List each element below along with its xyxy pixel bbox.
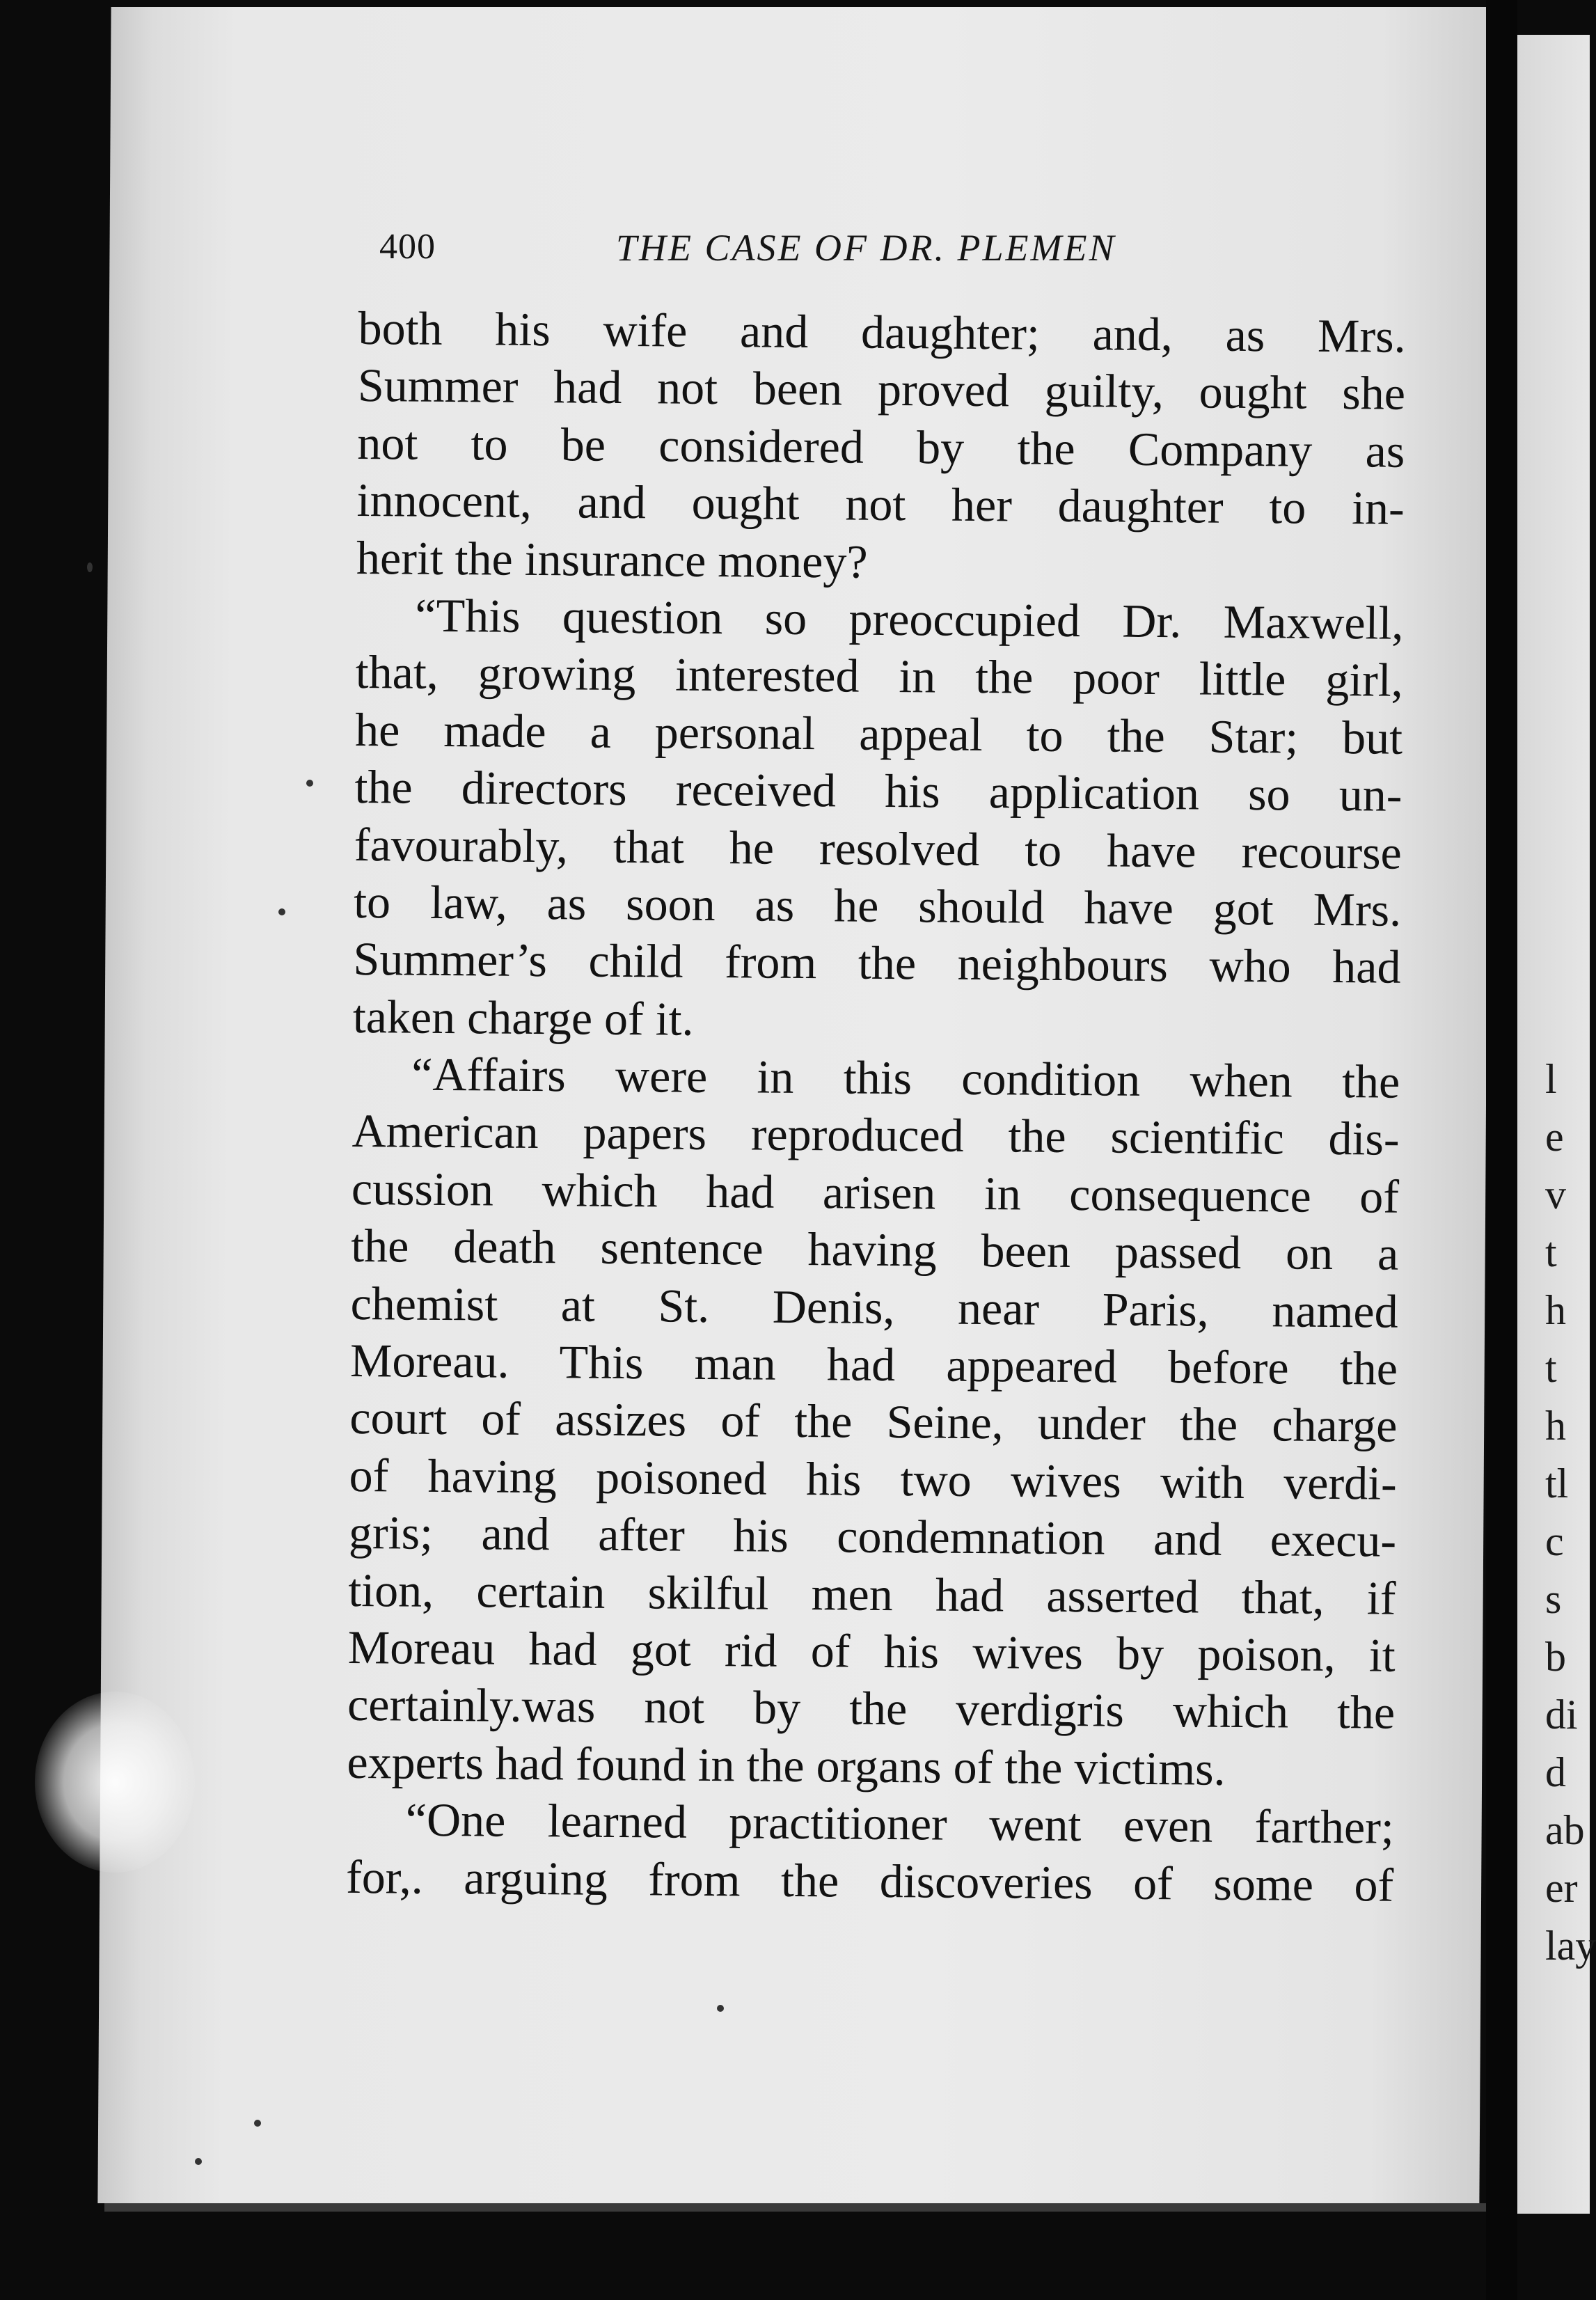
adjacent-page-fragment: d <box>1545 1749 1566 1795</box>
text-line: that, growing interested in the poor little girl, <box>355 645 1404 707</box>
text-line: to law, as soon as he should have got Mrs. <box>353 874 1402 936</box>
speck-mark <box>717 2005 724 2012</box>
text-line: cussion which had arisen in consequence of <box>351 1161 1400 1223</box>
adjacent-page-fragment: t <box>1545 1229 1557 1275</box>
adjacent-page-fragment: lay <box>1545 1923 1596 1969</box>
text-line: herit the insurance money? <box>356 530 868 588</box>
text-line: both his wife and daughter; and, as Mrs. <box>358 301 1406 363</box>
text-line: gris; and after his condemnation and execu- <box>348 1506 1397 1567</box>
text-line: Summer’s child from the neighbours who had <box>353 932 1401 994</box>
adjacent-page-fragment: h <box>1545 1403 1566 1449</box>
adjacent-page-fragment: h <box>1545 1287 1566 1333</box>
adjacent-page-fragment: c <box>1545 1518 1564 1564</box>
page-number: 400 <box>379 227 436 267</box>
adjacent-page-fragment: er <box>1545 1865 1578 1911</box>
adjacent-page-fragment: di <box>1545 1692 1578 1738</box>
text-line: of having poisoned his two wives with verdi- <box>349 1448 1397 1510</box>
text-line: court of assizes of the Seine, under the charge <box>349 1391 1398 1453</box>
adjacent-page-fragment: tl <box>1545 1460 1569 1506</box>
page-header <box>379 226 1194 275</box>
adjacent-page-fragment: e <box>1545 1114 1564 1160</box>
adjacent-page-fragment: s <box>1545 1576 1562 1622</box>
adjacent-page-fragment: l <box>1545 1056 1557 1102</box>
text-line: the death sentence having been passed on a <box>351 1219 1399 1281</box>
adjacent-page-fragment: t <box>1545 1345 1557 1391</box>
text-line: Moreau had got rid of his wives by poison, it <box>347 1620 1396 1682</box>
text-line: experts had found in the organs of the victims. <box>347 1735 1226 1795</box>
speck-mark <box>278 908 285 915</box>
text-line: “This question so preoccupied Dr. Maxwell, <box>415 588 1404 649</box>
adjacent-page-fragment: v <box>1545 1172 1566 1218</box>
adjacent-page-fragment: ab <box>1545 1807 1585 1853</box>
text-line: he made a personal appeal to the Star; but <box>354 702 1403 764</box>
text-line: innocent, and ought not her daughter to in- <box>356 473 1405 535</box>
adjacent-page-edge <box>1517 35 1596 2214</box>
speck-mark <box>306 780 313 787</box>
adjacent-page-fragment: b <box>1545 1634 1566 1680</box>
running-title: THE CASE OF DR. PLEMEN <box>616 227 1116 269</box>
text-line: tion, certain skilful men had asserted that, if <box>348 1563 1396 1625</box>
text-line: Moreau. This man had appeared before the <box>349 1333 1398 1395</box>
text-line: the directors received his application so un- <box>354 760 1403 821</box>
body-text <box>346 299 1406 1914</box>
text-line: not to be considered by the Company as <box>357 416 1405 478</box>
text-line: Summer had not been proved guilty, ought she <box>357 359 1406 420</box>
page-bottom-edge <box>104 2203 1486 2212</box>
text-line: for,. arguing from the discoveries of some of <box>345 1850 1394 1912</box>
text-line: American papers reproduced the scientific dis- <box>351 1104 1400 1166</box>
speck-mark <box>195 2158 202 2165</box>
text-line: taken charge of it. <box>352 989 694 1046</box>
book-gutter <box>1486 0 1517 2300</box>
paper-stain <box>35 1692 195 1873</box>
text-line: “Affairs were in this condition when the <box>411 1047 1400 1108</box>
text-line: “One learned practitioner went even farther; <box>405 1793 1395 1854</box>
text-line: chemist at St. Denis, near Paris, named <box>350 1276 1398 1338</box>
speck-mark <box>254 2120 261 2127</box>
text-line: certainly.was not by the verdigris which the <box>347 1678 1396 1740</box>
speck-mark <box>87 562 93 572</box>
text-line: favourably, that he resolved to have recourse <box>354 817 1403 879</box>
